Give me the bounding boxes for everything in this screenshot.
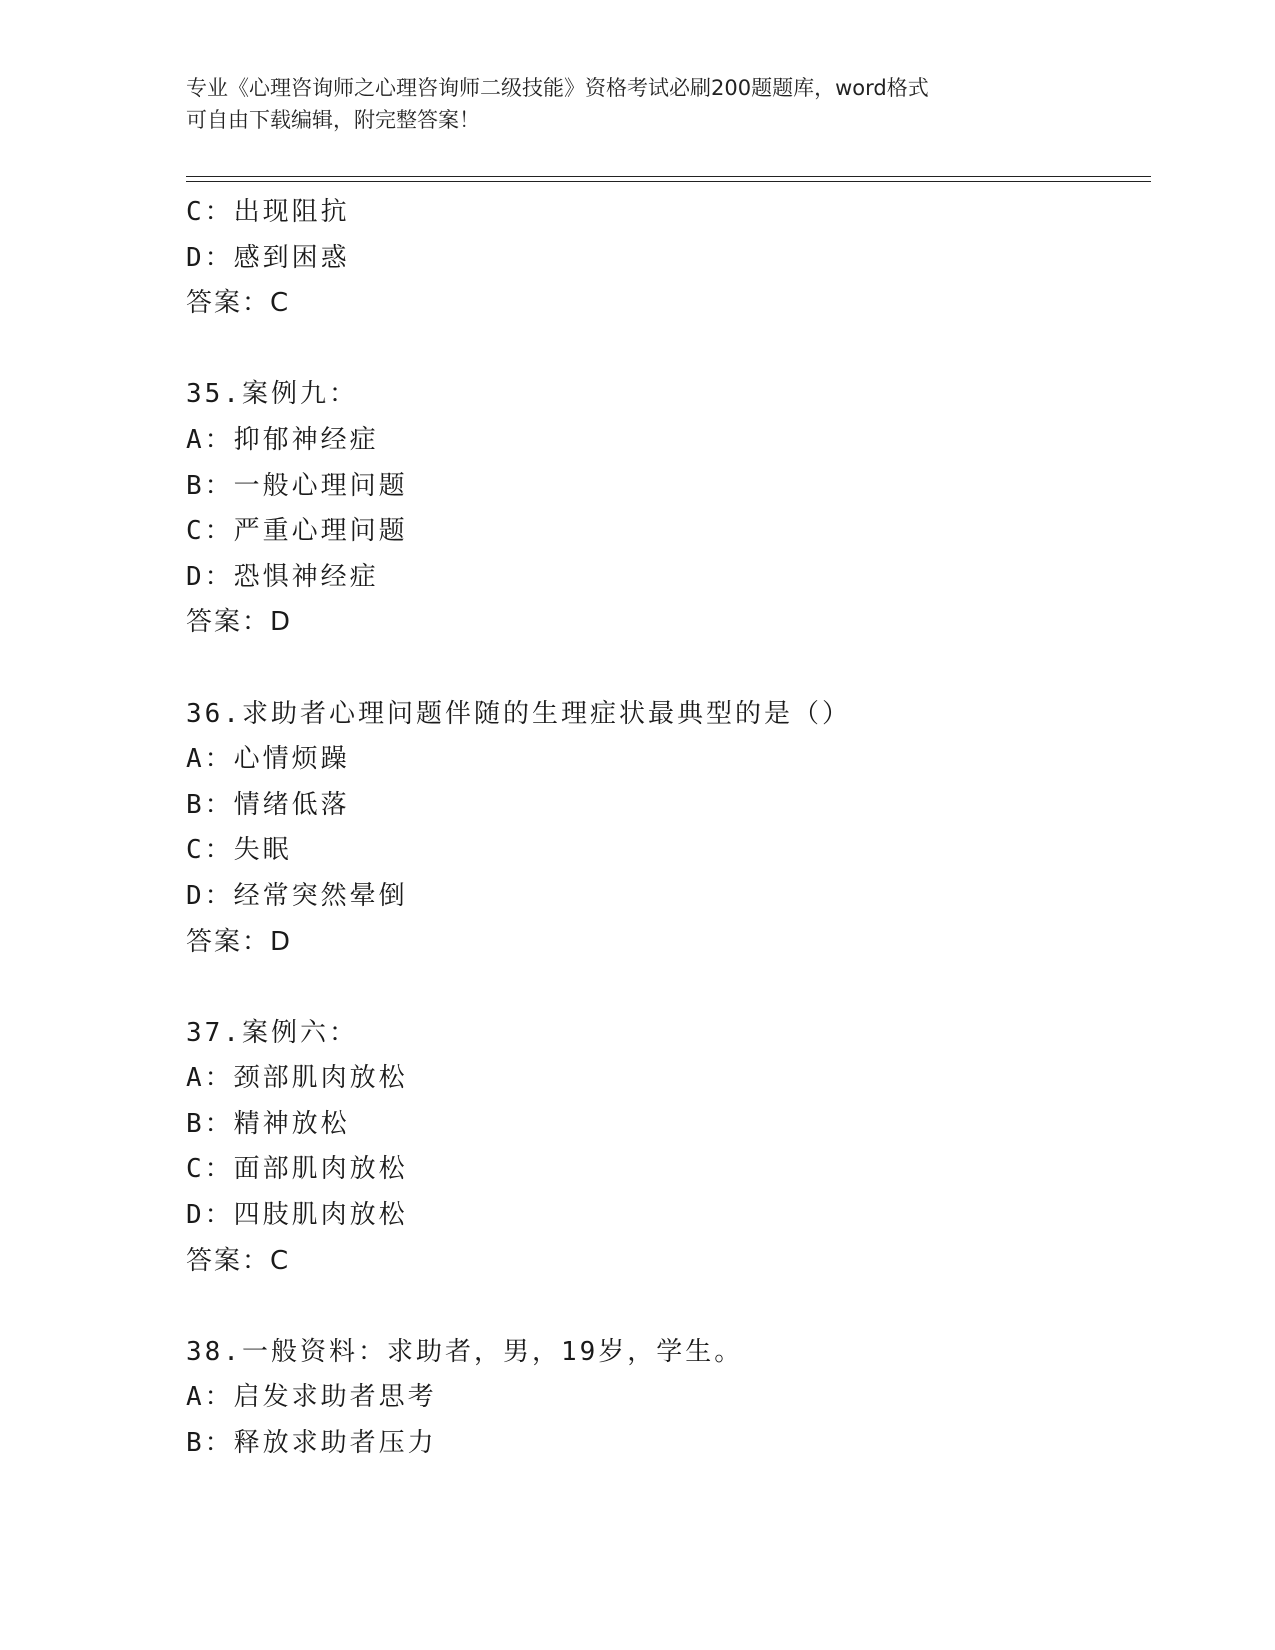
question-content	[186, 190, 1151, 1467]
option-line: D：四肢肌肉放松	[186, 1200, 408, 1231]
question-title: 35.案例九：	[186, 379, 358, 410]
header-divider-bottom	[186, 181, 1151, 182]
option-line: D：恐惧神经症	[186, 561, 379, 592]
option-line: C：面部肌肉放松	[186, 1154, 408, 1185]
option-line: B：精神放松	[186, 1108, 350, 1139]
answer-line: 答案：D	[186, 607, 293, 638]
question-36	[186, 692, 1151, 966]
question-title: 36.求助者心理问题伴随的生理症状最典型的是（）	[186, 698, 851, 729]
option-line: B：释放求助者压力	[186, 1428, 437, 1459]
header-divider-top	[186, 176, 1151, 177]
question-38	[186, 1330, 1151, 1467]
question-35	[186, 372, 1151, 646]
option-line: A：抑郁神经症	[186, 424, 379, 455]
question-37	[186, 1011, 1151, 1285]
answer-line: 答案：C	[186, 1245, 291, 1276]
option-line: C：出现阻抗	[186, 197, 350, 227]
header-line-1: 专业《心理咨询师之心理咨询师二级技能》资格考试必刷200题题库，word格式	[186, 76, 929, 100]
option-line: A：颈部肌肉放松	[186, 1063, 408, 1094]
option-line: B：一般心理问题	[186, 470, 408, 501]
continued-question	[186, 190, 1151, 327]
document-header	[186, 72, 1086, 136]
answer-line: 答案：C	[186, 288, 291, 319]
option-line: C：严重心理问题	[186, 516, 408, 547]
option-line: A：心情烦躁	[186, 744, 350, 775]
option-line: A：启发求助者思考	[186, 1382, 437, 1413]
header-line-2: 可自由下载编辑，附完整答案！	[186, 108, 480, 132]
option-line: D：经常突然晕倒	[186, 880, 408, 911]
answer-line: 答案：D	[186, 926, 293, 957]
option-line: C：失眠	[186, 835, 292, 866]
question-title: 37.案例六：	[186, 1017, 358, 1048]
option-line: B：情绪低落	[186, 789, 350, 820]
option-line: D：感到困惑	[186, 242, 350, 273]
question-title: 38.一般资料：求助者，男，19岁，学生。	[186, 1336, 744, 1367]
